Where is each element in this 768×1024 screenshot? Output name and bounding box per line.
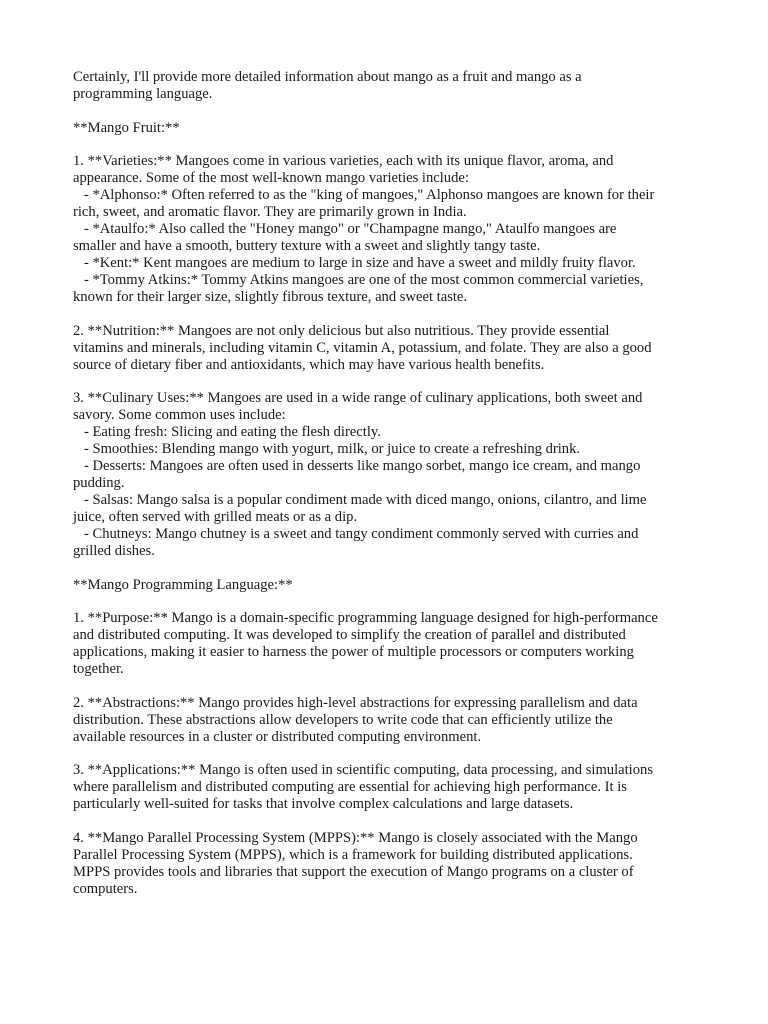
text-line: known for their larger size, slightly fibrous texture, and sweet taste. [73, 289, 468, 305]
text-line: 1. **Purpose:** Mango is a domain-specific programming language designed for high-performance [73, 610, 658, 626]
text-line: 2. **Nutrition:** Mangoes are not only delicious but also nutritious. They provide essential [73, 322, 610, 339]
text-line: together. [73, 661, 124, 677]
text-line: pudding. [73, 475, 125, 491]
document-body [73, 69, 708, 898]
text-line: - Salsas: Mango salsa is a popular condiment made with diced mango, onions, cilantro, and lime [73, 492, 647, 508]
text-line: - Chutneys: Mango chutney is a sweet and tangy condiment commonly served with curries and [73, 526, 639, 542]
text-line: computers. [73, 880, 138, 897]
text-line: - Desserts: Mangoes are often used in desserts like mango sorbet, mango ice cream, and mango [73, 458, 641, 474]
text-line: programming language. [73, 86, 213, 102]
text-line: rich, sweet, and aromatic flavor. They are primarily grown in India. [73, 204, 467, 220]
text-line: distribution. These abstractions allow developers to write code that can efficiently utilize the [73, 711, 613, 728]
text-line: savory. Some common uses include: [73, 407, 286, 423]
text-line: 4. **Mango Parallel Processing System (MPPS):** Mango is closely associated with the Mango [73, 829, 638, 846]
paragraph [73, 830, 708, 898]
text-line: - *Kent:* Kent mangoes are medium to large in size and have a sweet and mildly fruity flavor. [73, 255, 636, 271]
text-line: 1. **Varieties:** Mangoes come in various varieties, each with its unique flavor, aroma, and [73, 153, 614, 169]
text-line: 3. **Applications:** Mango is often used in scientific computing, data processing, and simulations [73, 762, 654, 778]
text-line: 2. **Abstractions:** Mango provides high-level abstractions for expressing parallelism and data [73, 694, 638, 711]
text-line: - Smoothies: Blending mango with yogurt, milk, or juice to create a refreshing drink. [73, 441, 581, 457]
text-line: - *Tommy Atkins:* Tommy Atkins mangoes are one of the most common commercial varieties, [73, 272, 644, 288]
text-line: - Eating fresh: Slicing and eating the flesh directly. [73, 424, 381, 440]
paragraph [73, 762, 708, 813]
text-line: grilled dishes. [73, 543, 155, 559]
text-line: available resources in a cluster or distributed computing environment. [73, 728, 482, 745]
paragraph [73, 153, 708, 306]
text-line: **Mango Programming Language:** [73, 576, 293, 593]
text-line: Parallel Processing System (MPPS), which is a framework for building distributed applications. [73, 846, 633, 863]
text-line: where parallelism and distributed computing are essential for achieving high performance. It is [73, 779, 627, 795]
text-line: MPPS provides tools and libraries that support the execution of Mango programs on a cluster of [73, 863, 634, 880]
paragraph [73, 69, 708, 103]
text-line: Certainly, I'll provide more detailed information about mango as a fruit and mango as a [73, 69, 582, 85]
paragraph [73, 610, 708, 678]
text-line: smaller and have a smooth, buttery texture with a sweet and slightly tangy taste. [73, 238, 541, 254]
text-line: 3. **Culinary Uses:** Mangoes are used in a wide range of culinary applications, both sweet and [73, 390, 643, 406]
paragraph [73, 120, 708, 137]
text-line: applications, making it easier to harness the power of multiple processors or computers working [73, 644, 634, 660]
text-line: juice, often served with grilled meats or as a dip. [73, 509, 358, 525]
text-line: particularly well-suited for tasks that involve complex calculations and large datasets. [73, 796, 574, 812]
text-line: and distributed computing. It was developed to simplify the creation of parallel and distributed [73, 627, 626, 643]
text-line: vitamins and minerals, including vitamin C, vitamin A, potassium, and folate. They are also a good [73, 339, 652, 356]
text-line: **Mango Fruit:** [73, 119, 180, 136]
text-line: - *Ataulfo:* Also called the "Honey mango" or "Champagne mango," Ataulfo mangoes are [73, 221, 617, 237]
text-line: source of dietary fiber and antioxidants, which may have various health benefits. [73, 356, 545, 373]
text-line: - *Alphonso:* Often referred to as the "king of mangoes," Alphonso mangoes are known for their [73, 187, 655, 203]
paragraph [73, 577, 708, 594]
paragraph [73, 695, 708, 746]
paragraph [73, 323, 708, 374]
text-line: appearance. Some of the most well-known mango varieties include: [73, 170, 469, 186]
paragraph [73, 390, 708, 560]
